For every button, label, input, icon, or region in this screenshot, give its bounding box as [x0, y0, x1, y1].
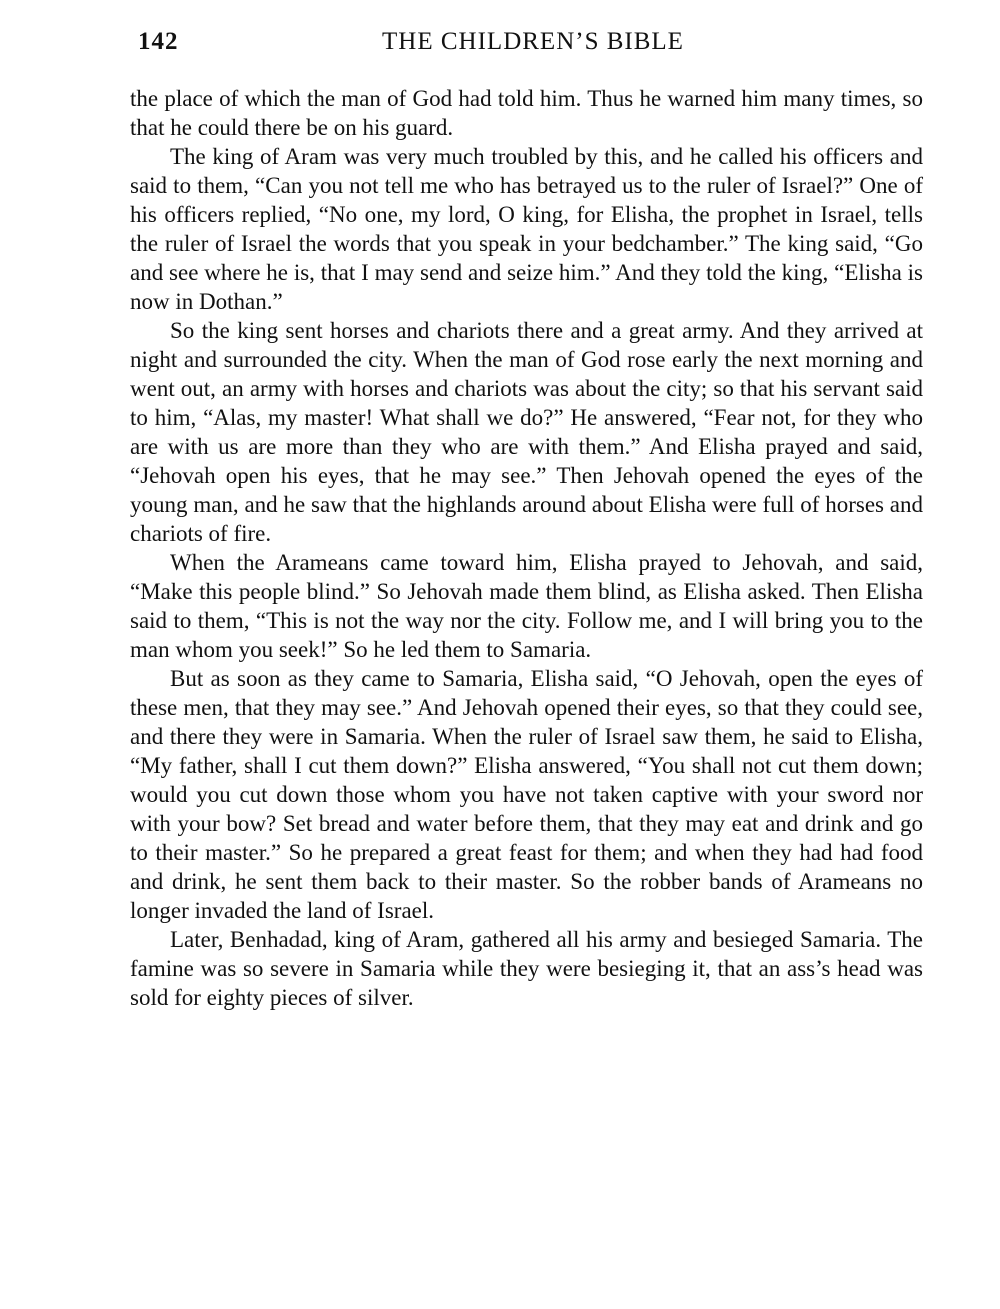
- paragraph-army-at-dothan: So the king sent horses and chariots there and a great army. And they arrived at night and surrounded the city. When the man of God rose early the next morning and went out, an army with horses and chariots was about the city; so that his servant said to him, “Alas, my master! What shall we do?” He answered, “Fear not, for they who are with us are more than they who are with them.” And Elisha prayed and said, “Jehovah open his eyes, that he may see.” Then Jehovah opened the eyes of the young man, and he saw that the highlands around about Elisha were full of horses and chariots of fire.: [130, 318, 923, 546]
- body-text: [130, 84, 923, 1012]
- paragraph-king-of-aram-troubled: The king of Aram was very much troubled by this, and he called his officers and said to them, “Can you not tell me who has betrayed us to the ruler of Israel?” One of his officers replied, “No one, my lord, O king, for Elisha, the prophet in Israel, tells the ruler of Israel the words that you speak in your bedchamber.” The king said, “Go and see where he is, that I may send and seize him.” And they told the king, “Elisha is now in Dothan.”: [130, 144, 923, 314]
- paragraph-eyes-opened-in-samaria: But as soon as they came to Samaria, Elisha said, “O Jehovah, open the eyes of these men, that they may see.” And Jehovah opened their eyes, so that they could see, and there they were in Samaria. When the ruler of Israel saw them, he said to Elisha, “My father, shall I cut them down?” Elisha answered, “You shall not cut them down; would you cut down those whom you have not taken captive with your sword nor with your bow? Set bread and water before them, that they may eat and drink and go to their master.” So he prepared a great feast for them; and when they had had food and drink, he sent them back to their master. So the robber bands of Arameans no longer invaded the land of Israel.: [130, 666, 923, 923]
- page-number: 142: [138, 28, 179, 55]
- paragraph-siege-of-samaria: Later, Benhadad, king of Aram, gathered all his army and besieged Samaria. The famine was so severe in Samaria while they were besieging it, that an ass’s head was sold for eighty pieces of silver.: [130, 927, 923, 1010]
- book-title: THE CHILDREN’S BIBLE: [382, 28, 684, 55]
- running-head: [138, 28, 928, 64]
- paragraph-arameans-blinded: When the Arameans came toward him, Elisha prayed to Jehovah, and said, “Make this people blind.” So Jehovah made them blind, as Elisha asked. Then Elisha said to them, “This is not the way nor the city. Follow me, and I will bring you to the man whom you seek!” So he led them to Samaria.: [130, 550, 923, 662]
- paragraph-continuation: the place of which the man of God had told him. Thus he warned him many times, so that he could there be on his guard.: [130, 86, 923, 140]
